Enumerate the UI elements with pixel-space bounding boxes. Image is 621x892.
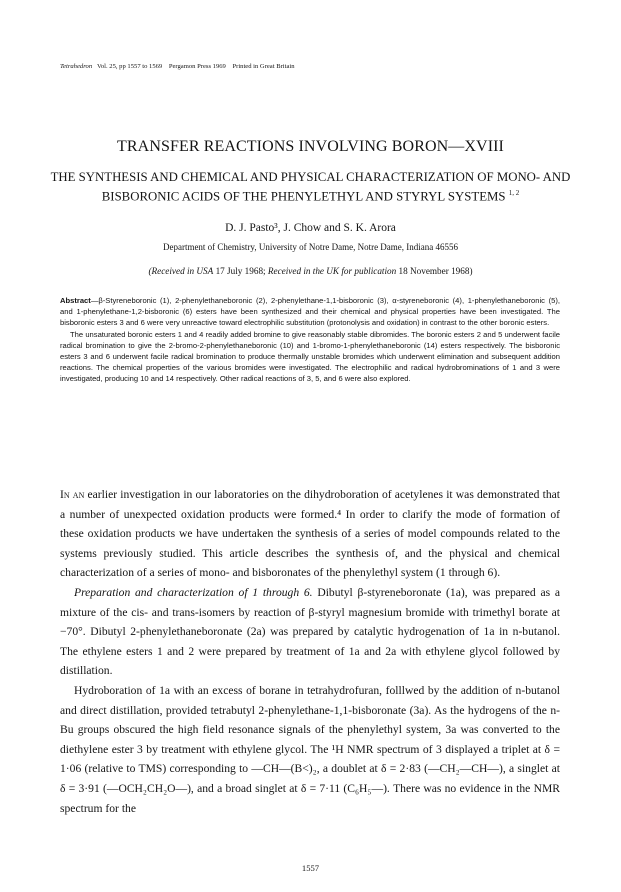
abstract-label: Abstract (60, 296, 91, 305)
body-text (60, 485, 560, 818)
abstract-text-1: —β-Styreneboronic (1), 2-phenylethaneboronic (2), 2-phenylethane-1,1-bisboronic (3), α-styreneboronic (4), 1-phenylethaneboronic (5), and 1-phenylethane-1,2-bisboronic (6) esters have been synthesized and their chemical and physical properties have been investigated. The bisboronic esters 3 and 6 were very unreactive toward electrophilic substitution (protonolysis and oxidation) in contrast to the other boronic esters. (60, 296, 560, 328)
received-usa-label: (Received in USA (148, 266, 214, 276)
page-number: 1557 (301, 863, 320, 873)
journal-name: Tetrahedron (60, 63, 93, 70)
abstract-paragraph-2: The unsaturated boronic esters 1 and 4 readily added bromine to give reasonably stable dibromides. The boronic esters 2 and 5 underwent facile radical bromination to give the 2-bromo-2-phenylethaneboronic (10) and 1-bromo-1-phenylethaneboronic (14) esters respectively. The bisboronic esters 3 and 6 underwent facile radical bromination to produce thermally unstable bromides which underwent elimination and subsequent addition reactions. The chemical properties of the various bromides were investigated. The electrophilic and radical hydrobrominations of 1 and 3 were investigated, producing 10 and 14 respectively. Other radical reactions of 3, 5, and 6 were also explored. (60, 329, 560, 384)
printed-in: Printed in Great Britain (232, 63, 295, 70)
received-uk-date: 18 November 1968) (398, 266, 473, 276)
affiliation: Department of Chemistry, University of Notre Dame, Notre Dame, Indiana 46556 (162, 242, 459, 252)
article-title: TRANSFER REACTIONS INVOLVING BORON—XVIII (117, 138, 504, 155)
body-text-1: earlier investigation in our laboratories on the dihydroboration of acetylenes it was demonstrated that a number of unexpected oxidation products were formed.⁴ In order to clarify the mode of formation of these oxidation products we have undertaken the synthesis of a series of model compounds related to the systems previously studied. This article describes the synthesis of, and the physical and chemical characterization of a series of mono- and bisboronates of the phenylethyl system (1 through 6). (60, 488, 561, 580)
body-text-2: Dibutyl β-styreneboronate (1a), was prepared as a mixture of the cis- and trans-isomers by reaction of β-styryl magnesium bromide with trimethyl borate at −70°. Dibutyl 2-phenylethaneboronate (2a) was prepared by catalytic hydrogenation of 1a in n-butanol. The ethylene esters 1 and 2 were prepared by treatment of 1a and 2a with ethylene glycol followed by distillation. (60, 585, 560, 678)
subtitle-footnote-refs: 1, 2 (508, 188, 520, 197)
subtitle-text: THE SYNTHESIS AND CHEMICAL AND PHYSICAL CHARACTERIZATION OF MONO- AND BISBORONIC ACIDS OF THE PHENYLETHYL AND STYRYL SYSTEMS (50, 170, 571, 203)
volume-pages: Vol. 25, pp 1557 to 1569 (96, 63, 163, 70)
abstract (60, 295, 560, 385)
received-usa-date: 17 July 1968; (215, 266, 266, 276)
body-paragraph-1 (60, 485, 560, 583)
article-subtitle (20, 170, 601, 204)
author-list: D. J. Pasto³, J. Chow and S. K. Arora (225, 222, 396, 234)
running-header (60, 63, 295, 70)
publisher: Pergamon Press 1969 (168, 63, 226, 70)
body-lead-words: In an (60, 488, 85, 501)
body-paragraph-2 (60, 583, 560, 681)
received-dates (0, 266, 621, 276)
body-paragraph-3: Hydroboration of 1a with an excess of borane in tetrahydrofuran, folllwed by the addition of n-butanol and direct distillation, provided tetrabutyl 2-phenylethane-1,1-bisboronate (3a). As the hydrogens of the n-Bu groups obscured the high field resonance signals of the phenylethyl system, 3a was converted to the diethylene ester 3 by treatment with ethylene glycol. The ¹H NMR spectrum of 3 displayed a triplet at δ = 1·06 (relative to TMS) corresponding to —CH—(B<)₂, a doublet at δ = 2·83 (—CH₂—CH—), a singlet at δ = 3·91 (—OCH₂CH₂O—), and a broad singlet at δ = 7·11 (C₆H₅—). There was no evidence in the NMR spectrum for the (60, 683, 560, 815)
abstract-paragraph-1 (60, 295, 560, 329)
section-heading: Preparation and characterization of 1 through 6. (74, 585, 313, 599)
received-uk-label: Received in the UK for publication (267, 266, 397, 276)
